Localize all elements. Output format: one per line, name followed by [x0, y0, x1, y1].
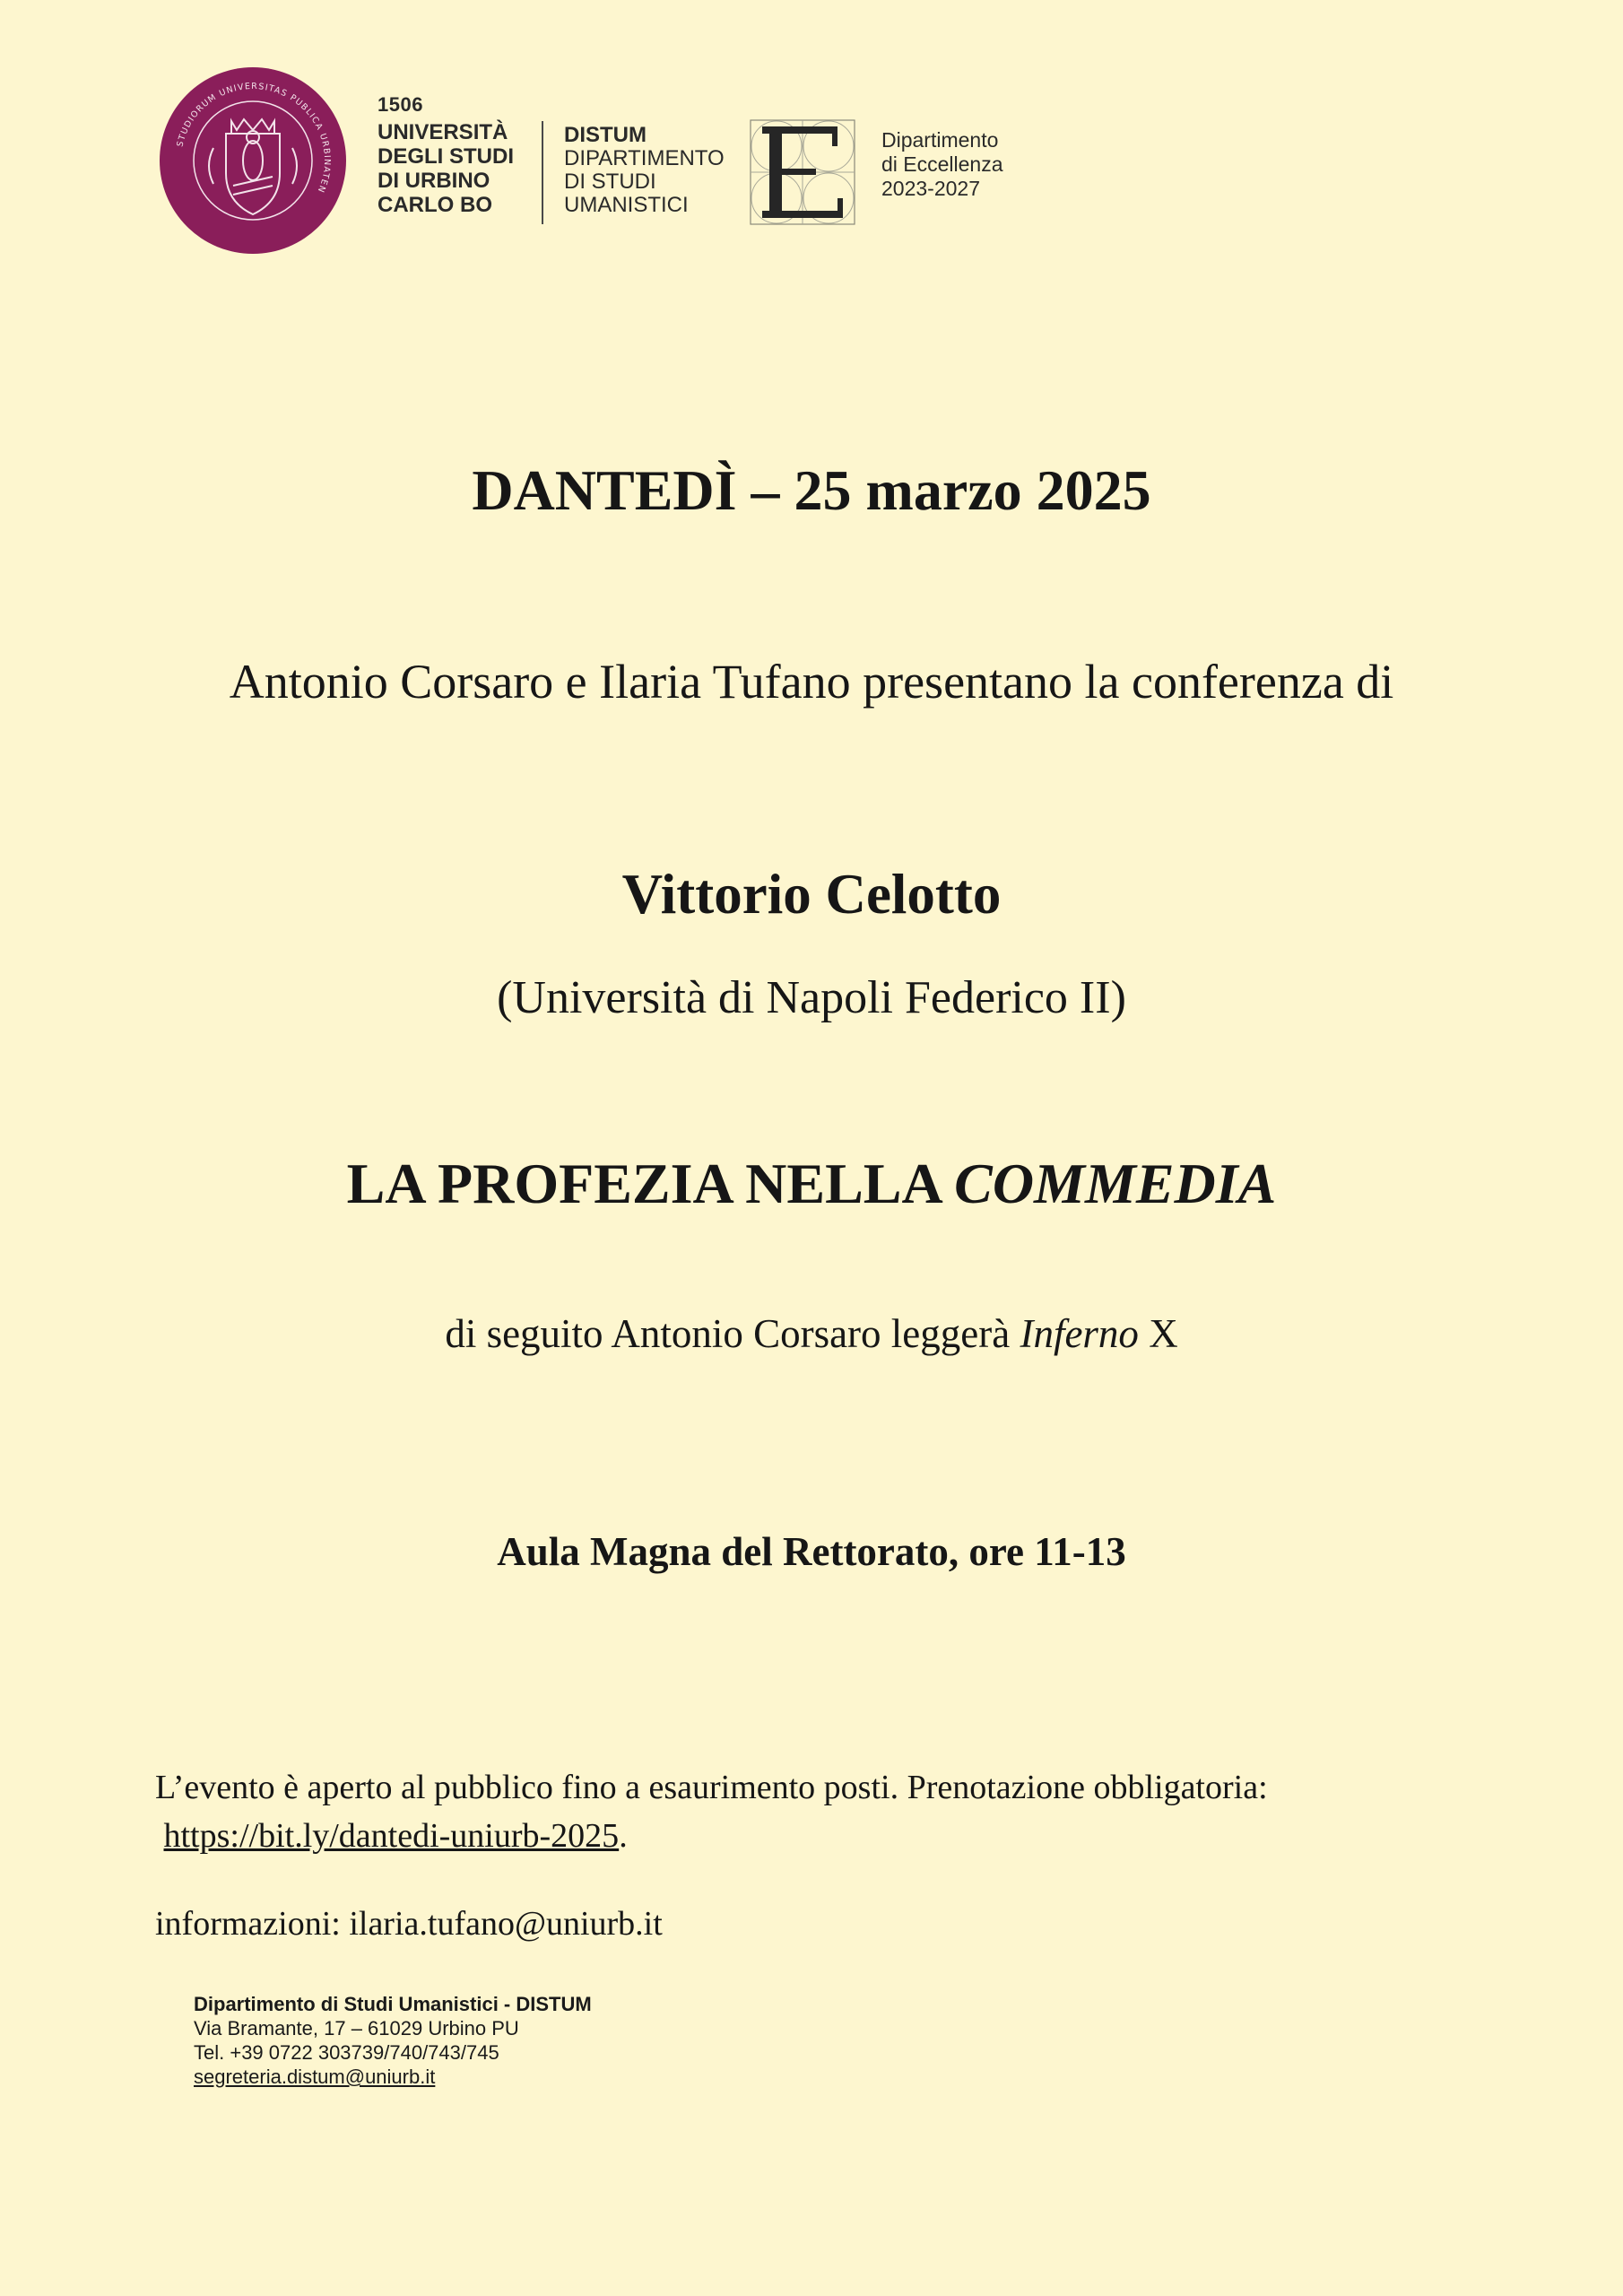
logo-divider [542, 121, 543, 224]
event-title: DANTEDÌ – 25 marzo 2025 [472, 458, 1151, 522]
footer-department: Dipartimento di Studi Umanistici - DISTUM [194, 1993, 592, 2015]
registration-notice [155, 1763, 1554, 1860]
footer-phone: Tel. +39 0722 303739/740/743/745 [194, 2041, 499, 2064]
registration-text: L’evento è aperto al pubblico fino a esaurimento posti. Prenotazione obbligatoria: [155, 1769, 1268, 1806]
lecture-title-main: LA PROFEZIA NELLA [346, 1152, 955, 1215]
contact-info: informazioni: ilaria.tufano@uniurb.it [155, 1905, 663, 1943]
department-acronym: DISTUM [564, 123, 647, 147]
university-line-3: DI URBINO [378, 169, 490, 193]
founding-year: 1506 [378, 93, 423, 116]
registration-link-suffix: . [619, 1817, 628, 1855]
department-line-3: DI STUDI [564, 170, 656, 194]
lecture-title-italic: COMMEDIA [954, 1152, 1277, 1215]
footer-email-link[interactable]: segreteria.distum@uniurb.it [194, 2066, 436, 2088]
reading-work: Inferno [1020, 1311, 1139, 1356]
registration-link[interactable]: https://bit.ly/dantedi-uniurb-2025 [163, 1817, 620, 1855]
excellence-line-1: Dipartimento [881, 128, 999, 152]
reading-suffix: X [1138, 1311, 1178, 1356]
university-line-4: CARLO BO [378, 193, 492, 217]
excellence-emblem-logo [750, 119, 855, 225]
department-logo [564, 124, 743, 217]
excellence-line-2: di Eccellenza [881, 152, 1003, 176]
department-line-4: UMANISTICI [564, 193, 689, 217]
excellence-line-3: 2023-2027 [881, 177, 980, 200]
speaker-affiliation: (Università di Napoli Federico II) [497, 972, 1126, 1023]
reading-prefix: di seguito Antonio Corsaro leggerà [445, 1311, 1020, 1356]
speaker-name: Vittorio Celotto [621, 863, 1002, 926]
reading-line [0, 1307, 1623, 1361]
footer-address: Via Bramante, 17 – 61029 Urbino PU [194, 2017, 519, 2039]
university-name-logo [378, 93, 548, 217]
svg-text:STUDIORUM UNIVERSITAS PUBLICA: STUDIORUM UNIVERSITAS PUBLICA URBINATEN [175, 81, 333, 195]
presenters-line: Antonio Corsaro e Ilaria Tufano presentano la conferenza di [229, 655, 1394, 709]
department-line-2: DIPARTIMENTO [564, 146, 725, 170]
university-line-1: UNIVERSITÀ [378, 120, 508, 144]
venue-line: Aula Magna del Rettorato, ore 11-13 [497, 1529, 1126, 1574]
excellence-label [881, 128, 1061, 201]
university-seal-logo [160, 67, 346, 254]
lecture-title [0, 1148, 1623, 1220]
footer-address-block [194, 1992, 592, 2089]
university-line-2: DEGLI STUDI [378, 144, 515, 169]
